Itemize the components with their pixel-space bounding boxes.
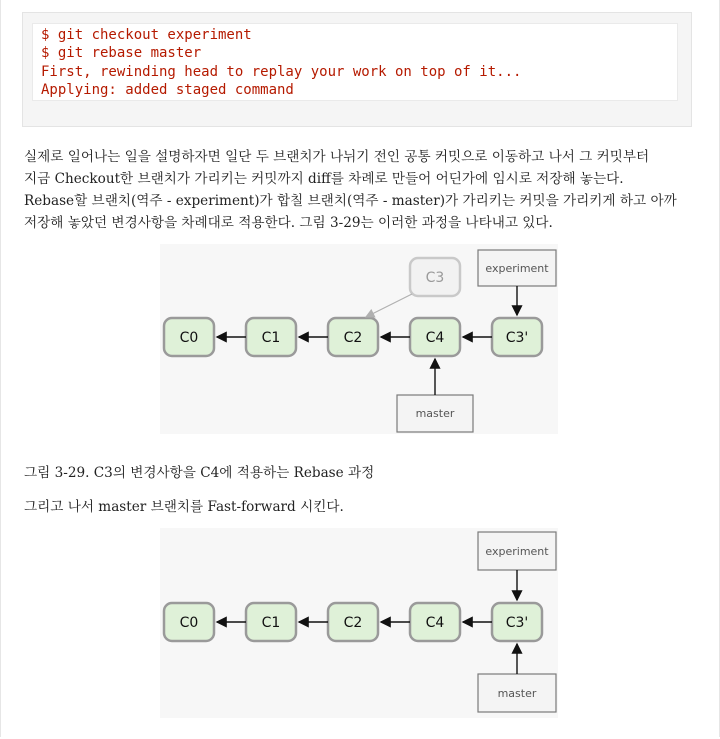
commit-c2-label: C2 bbox=[343, 330, 363, 346]
commit-c1 bbox=[246, 603, 296, 641]
commit-c3-prime bbox=[492, 603, 542, 641]
branch-master-label: master bbox=[415, 407, 455, 420]
commit-c4 bbox=[410, 603, 460, 641]
paragraph-line-3: Rebase할 브랜치(역주 - experiment)가 합칠 브랜치(역주 - master)가 가리키는 커밋을 가리키게 하고 아까 bbox=[24, 193, 677, 209]
paragraph-line-2: 지금 Checkout한 브랜치가 가리키는 커밋까지 diff를 차례로 만들어 어딘가에 임시로 저장해 놓는다. bbox=[24, 171, 624, 187]
paragraph-line-1: 실제로 일어나는 일을 설명하자면 일단 두 브랜치가 나뉘기 전인 공통 커밋으로 이동하고 나서 그 커밋부터 bbox=[24, 149, 650, 165]
branch-experiment-label: experiment bbox=[485, 545, 549, 558]
paragraph-fast-forward: 그리고 나서 master 브랜치를 Fast-forward 시킨다. bbox=[24, 499, 344, 515]
branch-master bbox=[478, 674, 556, 712]
commit-c3-prime-label: C3' bbox=[505, 615, 529, 631]
commit-c0-label: C0 bbox=[179, 615, 199, 631]
commit-c4-label: C4 bbox=[425, 615, 445, 631]
code-line-3: First, rewinding head to replay your work on top of it... bbox=[41, 64, 522, 80]
commit-c4 bbox=[410, 318, 460, 356]
commit-c1-label: C1 bbox=[261, 615, 281, 631]
commit-c0 bbox=[164, 318, 214, 356]
code-line-4: Applying: added staged command bbox=[41, 82, 294, 98]
branch-experiment-label: experiment bbox=[485, 262, 549, 275]
commit-c2-label: C2 bbox=[343, 615, 363, 631]
figure-caption: 그림 3-29. C3의 변경사항을 C4에 적용하는 Rebase 과정 bbox=[24, 465, 375, 481]
branch-master bbox=[397, 395, 473, 432]
commit-c4-label: C4 bbox=[425, 330, 445, 346]
code-line-1: $ git checkout experiment bbox=[41, 27, 252, 43]
figure-3-29 bbox=[160, 244, 558, 434]
commit-c2 bbox=[328, 603, 378, 641]
branch-experiment bbox=[478, 250, 556, 286]
commit-c3-faded-label: C3 bbox=[425, 270, 445, 286]
paragraph-line-4: 저장해 놓았던 변경사항을 차례대로 적용한다. 그림 3-29는 이러한 과정을 나타내고 있다. bbox=[24, 215, 553, 231]
commit-c2 bbox=[328, 318, 378, 356]
commit-c1 bbox=[246, 318, 296, 356]
commit-c0-label: C0 bbox=[179, 330, 199, 346]
arrow-c3-c2 bbox=[366, 294, 412, 317]
commit-c0 bbox=[164, 603, 214, 641]
commit-c3-prime-label: C3' bbox=[505, 330, 529, 346]
figure-fast-forward bbox=[160, 528, 558, 718]
branch-experiment bbox=[478, 532, 556, 570]
commit-c3-prime bbox=[492, 318, 542, 356]
commit-c1-label: C1 bbox=[261, 330, 281, 346]
branch-master-label: master bbox=[497, 687, 537, 700]
commit-c3-faded bbox=[410, 258, 460, 296]
code-line-2: $ git rebase master bbox=[41, 45, 202, 61]
